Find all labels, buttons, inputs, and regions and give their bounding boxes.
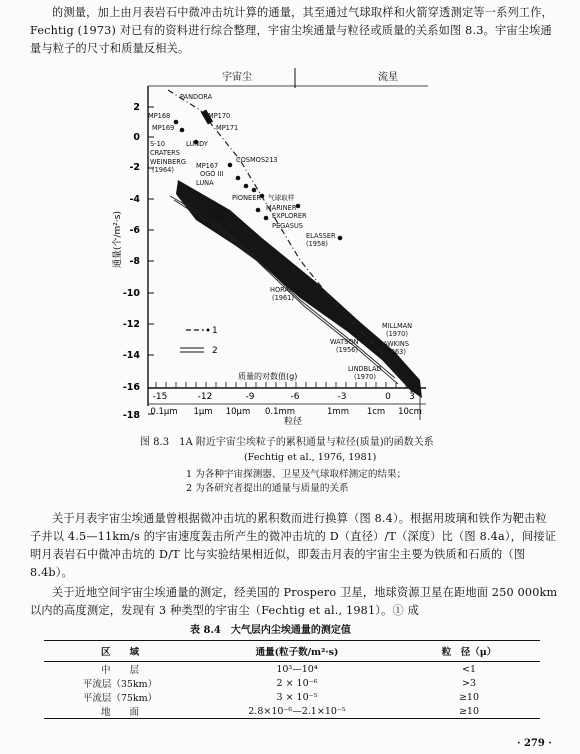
svg-text:CRATERS: CRATERS [150, 149, 180, 157]
svg-text:(1963): (1963) [384, 348, 406, 356]
svg-text:气球取样: 气球取样 [268, 194, 295, 202]
svg-text:-12: -12 [197, 392, 213, 402]
x-size-ticks [150, 407, 422, 417]
svg-text:-6: -6 [129, 225, 140, 236]
svg-text:-2: -2 [129, 162, 140, 173]
svg-text:2: 2 [133, 102, 140, 113]
svg-text:1mm: 1mm [327, 407, 349, 417]
svg-text:-9: -9 [245, 392, 255, 402]
table-header-flux: 通量(粒子数/m²·s) [196, 641, 398, 662]
svg-text:(1961): (1961) [272, 294, 294, 302]
x-log-ticks [153, 392, 415, 402]
svg-text:(1964): (1964) [152, 166, 174, 174]
table-row: 地 面 2.8×10⁻⁶—2.1×10⁻⁵ ≥10 [44, 704, 540, 719]
svg-text:EXPLORER: EXPLORER [272, 212, 307, 220]
svg-text:PEGASUS: PEGASUS [272, 222, 303, 230]
svg-text:0: 0 [385, 392, 391, 402]
svg-text:WEINBERG: WEINBERG [150, 158, 186, 166]
label-meteor: 流星 [378, 72, 398, 83]
svg-text:OGO III: OGO III [200, 170, 224, 178]
svg-text:HAWKINS: HAWKINS [378, 340, 410, 348]
figure-caption-title: 图 8.3 1A 附近宇宙尘埃粒子的累积通量与粒径(质量)的函数关系 [140, 437, 434, 448]
svg-text:(1958): (1958) [306, 240, 328, 248]
svg-text:3: 3 [409, 392, 415, 402]
svg-text:MP171: MP171 [216, 124, 239, 132]
x-log-label: 质量的对数值(g) [238, 372, 298, 381]
svg-text:0.1mm: 0.1mm [264, 407, 296, 417]
svg-text:10cm: 10cm [398, 407, 422, 417]
svg-text:(1956): (1956) [336, 346, 358, 354]
y-tick-labels [123, 102, 141, 421]
svg-text:(1970): (1970) [386, 330, 408, 338]
legend-2: 2 [212, 346, 218, 356]
figure-caption-source: (Fechtig et al., 1976, 1981) [244, 452, 377, 463]
svg-text:PIONEER: PIONEER [232, 194, 261, 202]
svg-text:(1970): (1970) [354, 373, 376, 381]
svg-text:MP170: MP170 [208, 112, 231, 120]
svg-text:-4: -4 [129, 194, 140, 205]
svg-text:-15: -15 [152, 392, 168, 402]
svg-text:MP167: MP167 [196, 162, 219, 170]
svg-text:-10: -10 [122, 288, 140, 299]
table-row: 平流层（75km） 3 × 10⁻⁵ ≥10 [82, 691, 480, 704]
svg-text:0.1μm: 0.1μm [150, 407, 178, 417]
table-title: 表 8.4 大气层内尘埃通量的测定值 [190, 625, 351, 636]
svg-text:MILLMAN: MILLMAN [382, 322, 413, 330]
svg-text:-8: -8 [129, 256, 140, 267]
svg-text:MP169: MP169 [152, 124, 175, 132]
svg-text:S-10: S-10 [150, 140, 165, 148]
svg-text:LUNA: LUNA [196, 179, 214, 187]
table-header-region: 区 域 [44, 641, 196, 662]
svg-text:-6: -6 [290, 392, 300, 402]
svg-text:LUNDY: LUNDY [186, 140, 208, 148]
table-header-size: 粒 径（μ） [398, 641, 540, 662]
flux-table [44, 640, 540, 719]
svg-text:-12: -12 [122, 319, 140, 330]
svg-text:1cm: 1cm [366, 407, 386, 417]
svg-text:-18: -18 [122, 410, 140, 421]
svg-text:MP168: MP168 [148, 112, 171, 120]
svg-text:-16: -16 [122, 382, 140, 393]
svg-text:MARINER: MARINER [266, 204, 297, 212]
svg-text:LINDBLAD: LINDBLAD [348, 365, 382, 373]
svg-text:1μm: 1μm [193, 407, 213, 417]
y-axis-label: 通量(个/m²·s) [113, 211, 123, 268]
paragraph-near-earth: 关于近地空间宇宙尘埃通量的测定，经美国的 Prospero 卫星，地球资源卫星在距地面 250 000km 以内的高度测定，发现有 3 种类型的宇宙尘（Fechtig et al., 1981）。① 成 [30, 586, 558, 617]
paragraph-lunar-flux: 关于月表宇宙尘埃通量曾根据微冲击坑的累积数而进行换算（图 8.4）。根据用玻璃和铁作为靶击粒子并以 4.5—11km/s 的宇宙速度轰击所产生的微冲击坑的 D（直径）/T（深度）比（图 8.4a），间接证明月表岩石中微冲击坑的 D/T 比与实验结果相近似，即轰击月表的宇宙尘主要为铁质和石质的（图 8.4b）。 [30, 512, 557, 579]
page-number: · 279 · [517, 738, 552, 749]
table-row: 平流层（35km） 2 × 10⁻⁶ >3 [82, 677, 476, 690]
svg-text:WATSON: WATSON [330, 338, 359, 346]
svg-text:ELASSER: ELASSER [306, 232, 336, 240]
svg-text:HORAN: HORAN [270, 286, 294, 294]
svg-text:10μm: 10μm [225, 407, 251, 417]
svg-text:-3: -3 [337, 392, 347, 402]
label-cosmic-dust: 宇宙尘 [222, 72, 252, 83]
table-row: 中 层 10³—10⁴ <1 [100, 663, 476, 676]
svg-text:月球表面: 月球表面 [196, 213, 223, 221]
svg-text:COSMOS213: COSMOS213 [236, 156, 278, 164]
svg-text:-14: -14 [122, 350, 140, 361]
legend-1: 1 [212, 326, 218, 336]
svg-text:0: 0 [133, 132, 140, 143]
x-size-label: 粒径 [284, 417, 303, 427]
figure-caption-note2: 2 为各研究者提出的通量与质量的关系 [186, 483, 349, 494]
figure-caption-note1: 1 为各种宇宙探测器、卫星及气球取样测定的结果； [186, 469, 407, 480]
intro-paragraph: 的测量，加上由月表岩石中微冲击坑计算的通量，其至通过气球取样和火箭穿透测定等一系列工作，Fechtig (1973) 对已有的资料进行综合整理，宇宙尘埃通量与粒径或质量的关系如图 8.3。宇宙尘埃通量与粒子的尺寸和质量反相关。 [30, 6, 554, 55]
svg-text:PANDORA: PANDORA [180, 93, 213, 101]
